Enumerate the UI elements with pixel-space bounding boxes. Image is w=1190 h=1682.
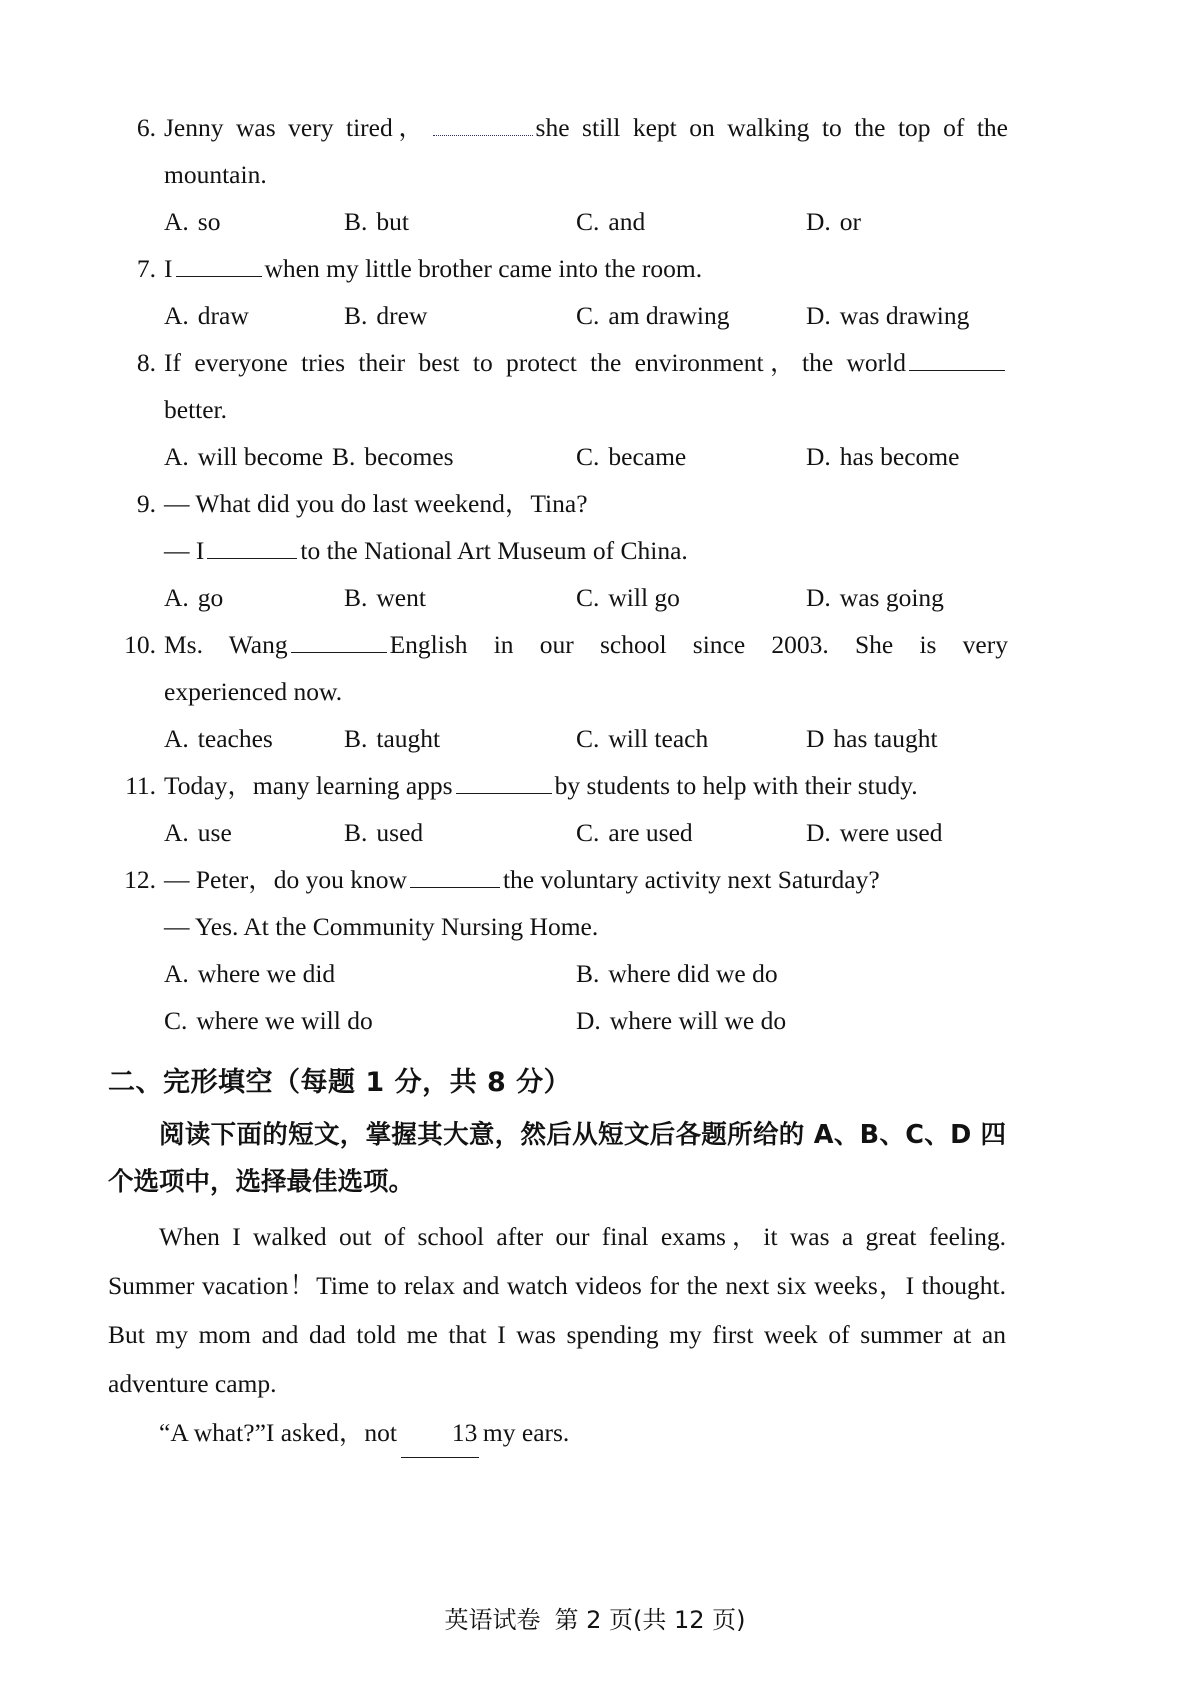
question-11-option-b[interactable] [344, 809, 423, 856]
question-8-option-a[interactable] [164, 433, 323, 480]
question-9-option-d[interactable] [806, 574, 944, 621]
question-8-stem-text [164, 339, 1008, 386]
question-9-option-c[interactable] [576, 574, 680, 621]
question-8-option-d[interactable] [806, 433, 959, 480]
question-7-number: 7. [136, 254, 156, 283]
option-label: D. [806, 442, 831, 471]
option-text: where we did [197, 959, 336, 988]
question-6-option-a[interactable] [164, 198, 220, 245]
question-12-option-a[interactable] [164, 950, 335, 997]
option-label: C. [576, 818, 600, 847]
question-9-dialog-question [108, 480, 1008, 527]
question-10-stem-part-b: English in our school since 2003. She is very [389, 630, 1008, 659]
option-text: became [608, 442, 687, 471]
question-12-options-row-2 [164, 997, 1008, 1044]
option-label: A. [164, 724, 189, 753]
question-12-blank[interactable] [410, 860, 500, 888]
footer-page-number: 第 2 页(共 12 页) [554, 1606, 746, 1634]
question-8 [108, 339, 1008, 480]
question-10-stem-line-2: experienced now. [164, 677, 343, 706]
question-6 [108, 104, 1008, 245]
question-12-option-b[interactable] [576, 950, 778, 997]
question-10-option-a[interactable] [164, 715, 273, 762]
question-7-options [164, 292, 1008, 339]
question-10-number: 10. [124, 630, 156, 659]
question-6-stem-part-b: she still kept on walking to the top of the [535, 113, 1008, 142]
option-text: where we will do [196, 1006, 373, 1035]
option-text: where will we do [609, 1006, 787, 1035]
option-text: will become [197, 442, 324, 471]
cloze-line-before: “A what?”I asked，not [159, 1418, 397, 1447]
option-label: B. [576, 959, 600, 988]
option-label: C. [576, 207, 600, 236]
option-text: where did we do [608, 959, 778, 988]
question-6-stem-line-1 [108, 104, 1008, 151]
question-10-blank[interactable] [291, 625, 387, 653]
option-text: was going [839, 583, 944, 612]
section-2-instruction-text: 阅读下面的短文，掌握其大意，然后从短文后各题所给的 A、B、C、D 四个选项中，选择最佳选项。 [108, 1120, 1006, 1197]
option-text: will teach [608, 724, 709, 753]
section-2-instruction [108, 1112, 1006, 1206]
question-7-blank[interactable] [176, 249, 262, 277]
question-9-dialog-answer-part-a: — I [164, 536, 205, 565]
option-text: or [839, 207, 862, 236]
option-text: and [608, 207, 646, 236]
question-9-option-b[interactable] [344, 574, 426, 621]
question-12 [108, 856, 1008, 1044]
question-8-option-c[interactable] [576, 433, 686, 480]
option-label: D [806, 724, 825, 753]
question-11-option-a[interactable] [164, 809, 232, 856]
cloze-passage-paragraph-1: When I walked out of school after our final exams，it was a great feeling. Summer vacation！Time to relax and watch videos for the next six weeks，I thought. But my mom and dad told me that I was spending my first week of summer at an adventure camp. [108, 1222, 1006, 1398]
question-10 [108, 621, 1008, 762]
question-10-stem-text [164, 621, 1008, 668]
option-text: has become [839, 442, 960, 471]
option-text: used [376, 818, 424, 847]
option-label: C. [576, 724, 600, 753]
question-11-stem-part-a: Today，many learning apps [164, 771, 453, 800]
question-8-stem-line-2: better. [164, 395, 228, 424]
option-text: becomes [364, 442, 454, 471]
option-text: go [197, 583, 224, 612]
option-text: draw [197, 301, 249, 330]
question-10-stem-line-1 [108, 621, 1008, 668]
footer-subject: 英语试卷 [444, 1606, 541, 1634]
question-6-stem-text [164, 104, 1008, 151]
question-9-options [164, 574, 1008, 621]
question-10-options [164, 715, 1008, 762]
option-label: A. [164, 207, 189, 236]
question-9 [108, 480, 1008, 621]
option-text: am drawing [608, 301, 730, 330]
question-7-stem-part-a: I [164, 254, 173, 283]
option-text: teaches [197, 724, 273, 753]
question-8-stem-part-a: If everyone tries their best to protect the environment，the world [164, 348, 906, 377]
question-6-option-c[interactable] [576, 198, 645, 245]
question-7-stem [108, 245, 1008, 292]
option-label: B. [344, 583, 368, 612]
question-10-option-b[interactable] [344, 715, 440, 762]
question-12-option-d[interactable] [576, 997, 786, 1044]
question-9-option-a[interactable] [164, 574, 223, 621]
question-10-option-d[interactable] [806, 715, 938, 762]
question-9-dialog-answer [164, 527, 1008, 574]
question-8-option-b[interactable] [332, 433, 454, 480]
option-label: B. [344, 207, 368, 236]
question-12-dialog-answer: — Yes. At the Community Nursing Home. [164, 912, 599, 941]
option-text: went [376, 583, 426, 612]
question-8-number: 8. [136, 348, 156, 377]
question-8-options [164, 433, 1008, 480]
question-6-stem-part-a: Jenny was very tired， [164, 113, 430, 142]
question-7-option-c[interactable] [576, 292, 729, 339]
question-7-option-a[interactable] [164, 292, 249, 339]
question-11-stem [108, 762, 1008, 809]
question-12-option-c[interactable] [164, 997, 373, 1044]
question-9-number: 9. [136, 489, 156, 518]
option-label: C. [576, 301, 600, 330]
option-text: taught [376, 724, 441, 753]
question-6-option-d[interactable] [806, 198, 861, 245]
option-label: D. [576, 1006, 601, 1035]
question-11 [108, 762, 1008, 856]
option-label: C. [164, 1006, 188, 1035]
question-11-stem-part-b: by students to help with their study. [554, 771, 918, 800]
question-6-option-b[interactable] [344, 198, 409, 245]
option-text: so [197, 207, 221, 236]
question-11-options [164, 809, 1008, 856]
question-10-stem-part-a: Ms. Wang [164, 630, 288, 659]
question-11-blank[interactable] [456, 766, 552, 794]
question-12-dialog-question [108, 856, 1008, 903]
question-9-dialog-question-text: — What did you do last weekend，Tina? [164, 489, 588, 518]
option-label: A. [164, 301, 189, 330]
option-label: B. [332, 442, 356, 471]
question-6-options [164, 198, 1008, 245]
option-text: but [376, 207, 409, 236]
question-12-dialog-part-b: the voluntary activity next Saturday? [502, 865, 880, 894]
question-10-option-c[interactable] [576, 715, 708, 762]
question-12-dialog-question-text [164, 856, 1008, 903]
option-text: has taught [833, 724, 938, 753]
question-8-blank[interactable] [909, 343, 1005, 371]
option-label: A. [164, 442, 189, 471]
option-text: were used [839, 818, 943, 847]
page-footer [0, 1600, 1190, 1635]
option-label: C. [576, 442, 600, 471]
question-12-number: 12. [124, 865, 156, 894]
question-8-stem-line-1 [108, 339, 1008, 386]
option-label: B. [344, 724, 368, 753]
option-label: B. [344, 301, 368, 330]
question-11-number: 11. [125, 771, 156, 800]
option-text: are used [608, 818, 693, 847]
option-label: B. [344, 818, 368, 847]
option-label: C. [576, 583, 600, 612]
question-7 [108, 245, 1008, 339]
cloze-passage [108, 1212, 1006, 1458]
cloze-line-after: my ears. [482, 1418, 570, 1447]
option-label: D. [806, 207, 831, 236]
question-12-options-row-1 [164, 950, 1008, 997]
option-label: D. [806, 583, 831, 612]
question-list [108, 104, 1008, 1044]
option-label: A. [164, 583, 189, 612]
question-9-blank[interactable] [207, 531, 297, 559]
cloze-passage-paragraph-2 [108, 1408, 1006, 1458]
option-label: D. [806, 301, 831, 330]
option-text: drew [376, 301, 428, 330]
question-6-number: 6. [136, 113, 156, 142]
cloze-blank-13[interactable]: 13 [401, 1408, 479, 1458]
question-7-stem-text [164, 245, 1008, 292]
question-9-dialog-answer-part-b: to the National Art Museum of China. [300, 536, 688, 565]
question-11-option-d[interactable] [806, 809, 942, 856]
question-12-dialog-part-a: — Peter，do you know [164, 865, 407, 894]
option-text: use [197, 818, 232, 847]
option-label: A. [164, 818, 189, 847]
option-text: will go [608, 583, 680, 612]
option-text: was drawing [839, 301, 970, 330]
question-6-stem-line-2: mountain. [164, 160, 267, 189]
section-2-heading: 二、完形填空（每题 1 分，共 8 分） [108, 1067, 572, 1098]
question-11-option-c[interactable] [576, 809, 693, 856]
option-label: D. [806, 818, 831, 847]
question-7-stem-part-b: when my little brother came into the room. [264, 254, 703, 283]
question-11-stem-text [164, 762, 1008, 809]
question-7-option-b[interactable] [344, 292, 427, 339]
question-6-blank[interactable] [433, 108, 533, 136]
question-7-option-d[interactable] [806, 292, 969, 339]
option-label: A. [164, 959, 189, 988]
